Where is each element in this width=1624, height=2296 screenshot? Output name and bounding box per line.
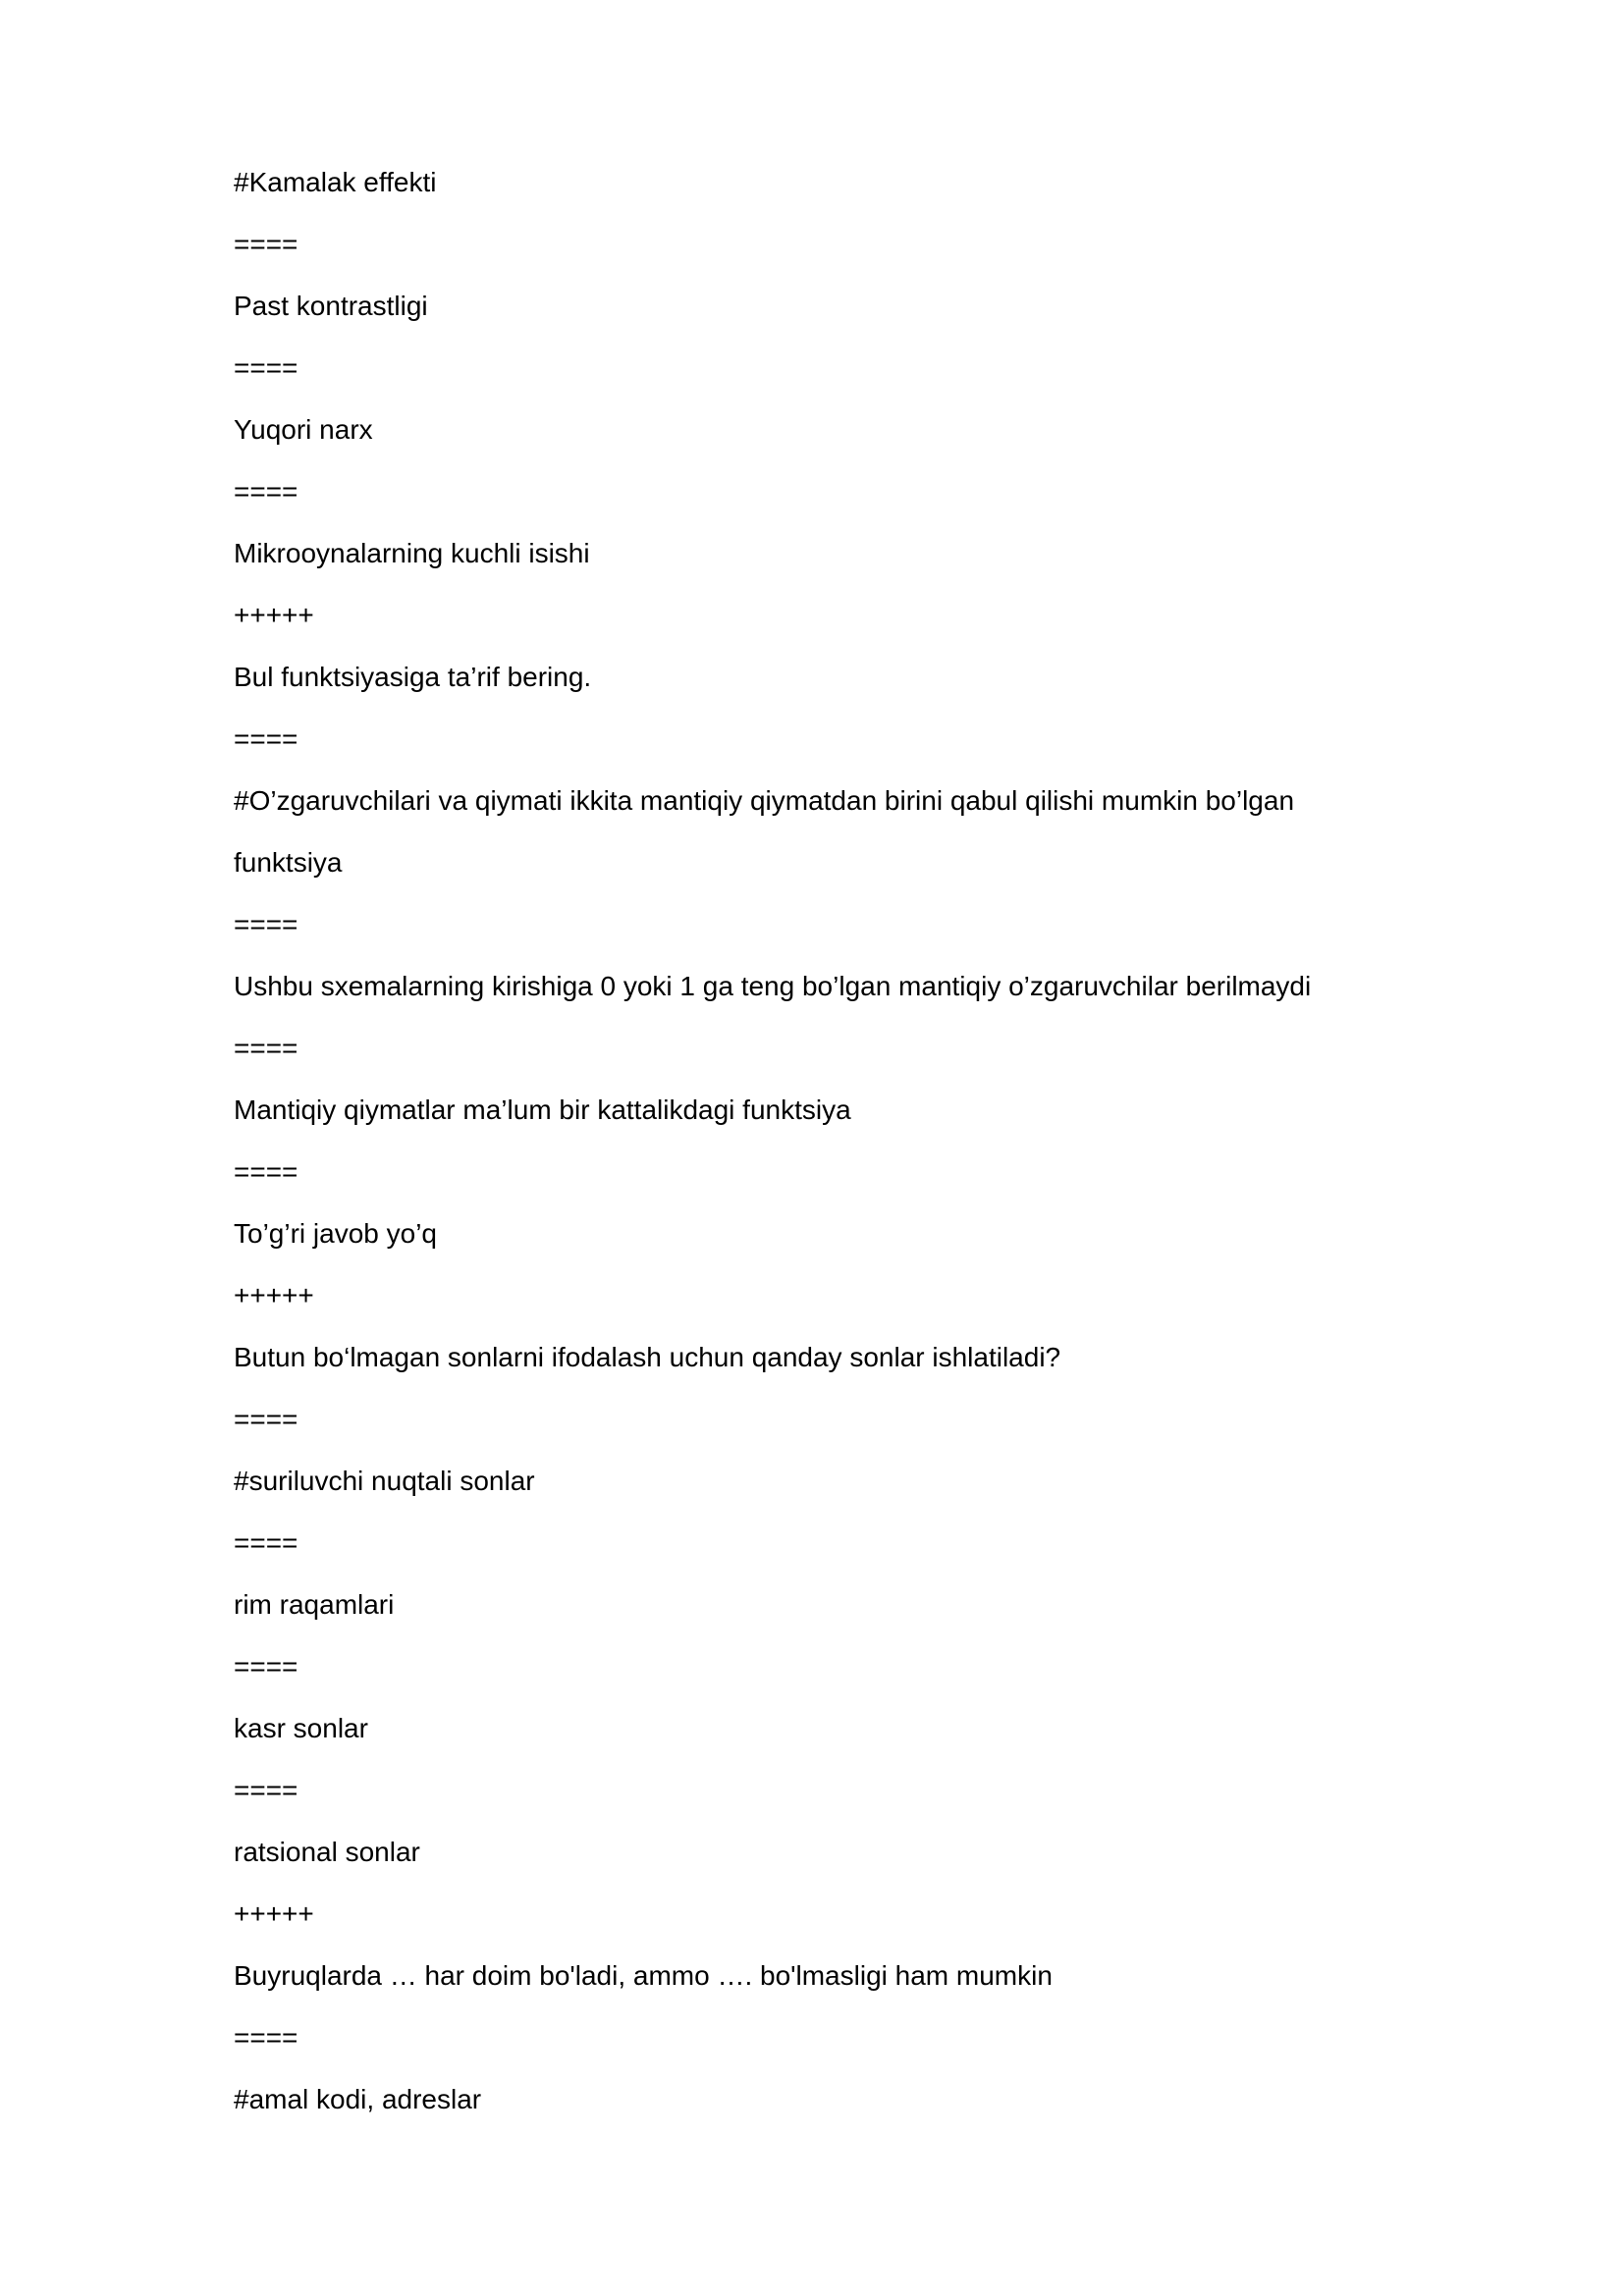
answer-option: Past kontrastligi bbox=[234, 291, 428, 321]
answer-option: Mantiqiy qiymatlar ma’lum bir kattalikdagi funktsiya bbox=[234, 1095, 851, 1125]
answer-option: To’g’ri javob yo’q bbox=[234, 1218, 437, 1249]
option-separator: ==== bbox=[234, 1033, 298, 1063]
option-separator: ==== bbox=[234, 1527, 298, 1558]
answer-option-correct: #amal kodi, adreslar bbox=[234, 2084, 482, 2114]
answer-option: ratsional sonlar bbox=[234, 1837, 420, 1867]
option-separator: ==== bbox=[234, 1404, 298, 1434]
option-separator: ==== bbox=[234, 229, 298, 259]
answer-option: Ushbu sxemalarning kirishiga 0 yoki 1 ga teng bo’lgan mantiqiy o’zgaruvchilar berilmaydi bbox=[234, 971, 1312, 1001]
answer-option-correct: #Kamalak effekti bbox=[234, 167, 437, 197]
option-separator: ==== bbox=[234, 352, 298, 383]
answer-option: Mikrooynalarning kuchli isishi bbox=[234, 538, 590, 568]
answer-option: kasr sonlar bbox=[234, 1713, 368, 1743]
answer-option: Yuqori narx bbox=[234, 414, 373, 445]
document-body bbox=[234, 151, 1392, 2130]
question-text: Bul funktsiyasiga ta’rif bering. bbox=[234, 662, 592, 692]
question-separator: +++++ bbox=[234, 600, 314, 630]
option-separator: ==== bbox=[234, 909, 298, 939]
answer-option-continuation: funktsiya bbox=[234, 847, 343, 878]
option-separator: ==== bbox=[234, 1775, 298, 1805]
answer-option: rim raqamlari bbox=[234, 1589, 395, 1620]
option-separator: ==== bbox=[234, 476, 298, 507]
answer-option-correct: #O’zgaruvchilari va qiymati ikkita mantiqiy qiymatdan birini qabul qilishi mumkin bo’lgan bbox=[234, 785, 1295, 816]
question-separator: +++++ bbox=[234, 1898, 314, 1929]
option-separator: ==== bbox=[234, 1156, 298, 1187]
option-separator: ==== bbox=[234, 1651, 298, 1682]
answer-option-correct: #suriluvchi nuqtali sonlar bbox=[234, 1466, 535, 1496]
option-separator: ==== bbox=[234, 2022, 298, 2053]
question-text: Buyruqlarda … har doim bo'ladi, ammo …. bo'lmasligi ham mumkin bbox=[234, 1960, 1053, 1991]
question-separator: +++++ bbox=[234, 1280, 314, 1310]
question-text: Butun bo‘lmagan sonlarni ifodalash uchun qanday sonlar ishlatiladi? bbox=[234, 1342, 1061, 1372]
option-separator: ==== bbox=[234, 723, 298, 754]
